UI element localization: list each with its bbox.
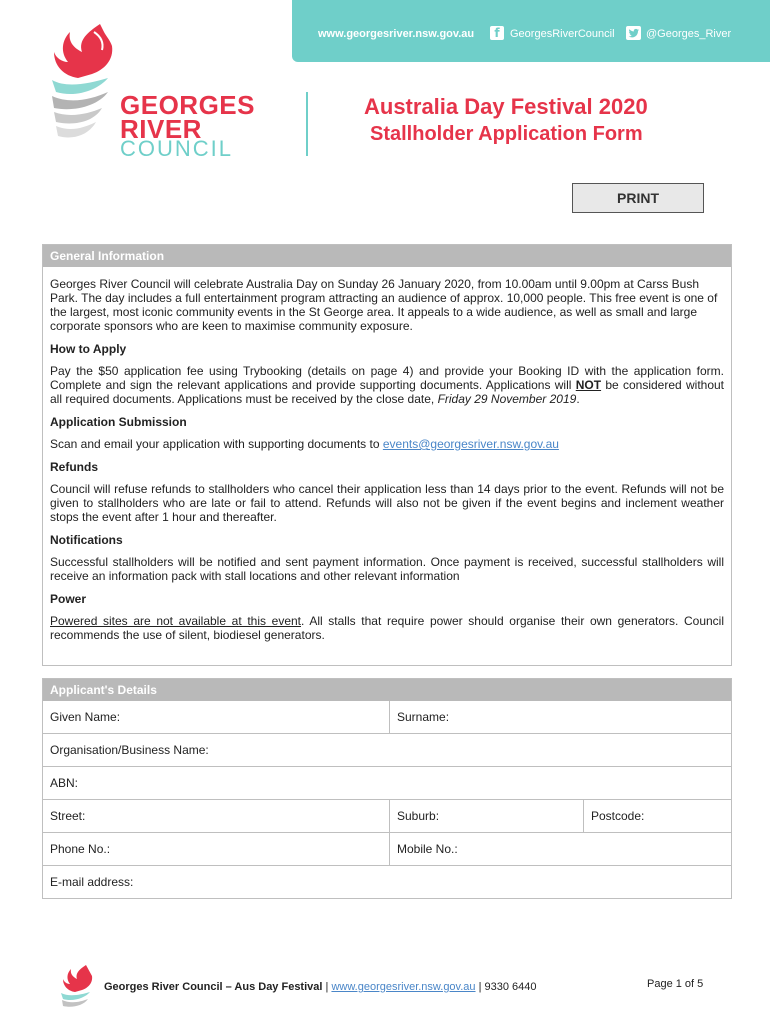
footer-separator: | [322,981,332,993]
close-date: Friday 29 November 2019 [437,392,577,406]
surname-label: Surname: [397,710,450,724]
suburb-label: Suburb: [397,809,440,823]
footer-logo-icon [58,962,98,1008]
footer-separator: | [475,981,485,993]
street-field[interactable] [43,800,389,832]
organisation-field[interactable] [43,734,731,766]
general-information-heading: General Information [43,245,731,267]
email-row [43,865,731,898]
phone-label: Phone No.: [50,842,111,856]
submission-paragraph [50,437,724,451]
power-underlined-text: Powered sites are not available at this event [50,614,301,628]
phone-row [43,832,731,865]
applicants-details-heading: Applicant's Details [43,679,731,701]
footer-website-link[interactable]: www.georgesriver.nsw.gov.au [331,981,476,993]
logo-text-river: RIVER [120,114,202,144]
email-field[interactable] [43,866,731,898]
organisation-label: Organisation/Business Name: [50,743,209,757]
postcode-label: Postcode: [591,809,645,823]
notifications-heading: Notifications [50,533,123,547]
mobile-label: Mobile No.: [397,842,458,856]
surname-field[interactable] [390,701,731,733]
submission-heading: Application Submission [50,415,187,429]
power-heading: Power [50,592,87,606]
website-link[interactable]: www.georgesriver.nsw.gov.au [318,28,475,40]
phone-field[interactable] [43,833,389,865]
notifications-paragraph: Successful stallholders will be notified and sent payment information. Once payment is received, successful stallholders will receive an information pack with stall locations and other relevant information [50,555,724,583]
applicants-details-section [42,678,732,899]
address-row [43,799,731,832]
twitter-icon [626,26,641,40]
how-to-apply-text-b: be considered without all required documents. Applications must be received by the close date, [50,378,725,406]
facebook-link[interactable]: GeorgesRiverCouncil [510,28,615,40]
street-label: Street: [50,809,86,823]
how-to-apply-text-end: . [576,392,580,406]
email-label: E-mail address: [50,875,134,889]
logo-text-georges: GEORGES [120,90,255,120]
twitter-link[interactable]: @Georges_River [646,28,732,40]
top-contact-bar [292,0,770,62]
page-number: Page 1 of 5 [647,978,704,990]
postcode-field[interactable] [584,800,731,832]
submission-text: Scan and email your application with supporting documents to [50,437,383,451]
mobile-field[interactable] [390,833,731,865]
footer-org: Georges River Council – Aus Day Festival [104,981,323,993]
footer-text [104,981,537,993]
given-name-field[interactable] [43,701,389,733]
how-to-apply-text-a: Pay the $50 application fee using Trybooking (details on page 4) and provide your Booking ID with the application form. Complete and sign the relevant applications and provide supporting documents. Applications will [50,364,724,392]
not-emphasis: NOT [575,378,602,392]
suburb-field[interactable] [390,800,583,832]
page-title: Australia Day Festival 2020 [364,94,648,119]
submission-email-link[interactable]: events@georgesriver.nsw.gov.au [382,437,559,451]
intro-paragraph: Georges River Council will celebrate Australia Day on Sunday 26 January 2020, from 10.00am until 9.00pm at Carss Bush Park. The day includes a full entertainment program attracting an audience of approx. 10,000 people. This free event is one of the largest, most iconic community events in the St George area. It appeals to a wide audience, as well as small and large corporate sponsors who are keen to maximise community exposure. [50,277,718,333]
facebook-icon: f [490,26,504,40]
general-information-section [42,244,732,666]
header-divider [306,92,308,156]
print-button[interactable]: PRINT [572,183,704,213]
abn-field[interactable] [43,767,731,799]
name-row [43,701,731,733]
page-subtitle: Stallholder Application Form [370,123,643,145]
how-to-apply-paragraph [50,364,724,406]
abn-row [43,766,731,799]
refunds-heading: Refunds [50,460,98,474]
abn-label: ABN: [50,776,79,790]
given-name-label: Given Name: [50,710,121,724]
how-to-apply-heading: How to Apply [50,342,127,356]
footer-phone: 9330 6440 [484,981,537,993]
refunds-paragraph: Council will refuse refunds to stallholders who cancel their application less than 14 days prior to the event. Refunds will not be given to stallholders who are late or fail to attend. Refunds will also not be given if the event begins and inclement weather stops the event after 1 hour and thereafter. [50,482,724,524]
power-paragraph [50,614,724,642]
organisation-row [43,733,731,766]
council-logo [48,18,288,168]
logo-text-council: COUNCIL [120,136,234,161]
power-text: . All stalls that require power should organise their own generators. Council recommends the use of silent, biodiesel generators. [50,614,724,642]
dragon-logo-icon [48,18,123,150]
